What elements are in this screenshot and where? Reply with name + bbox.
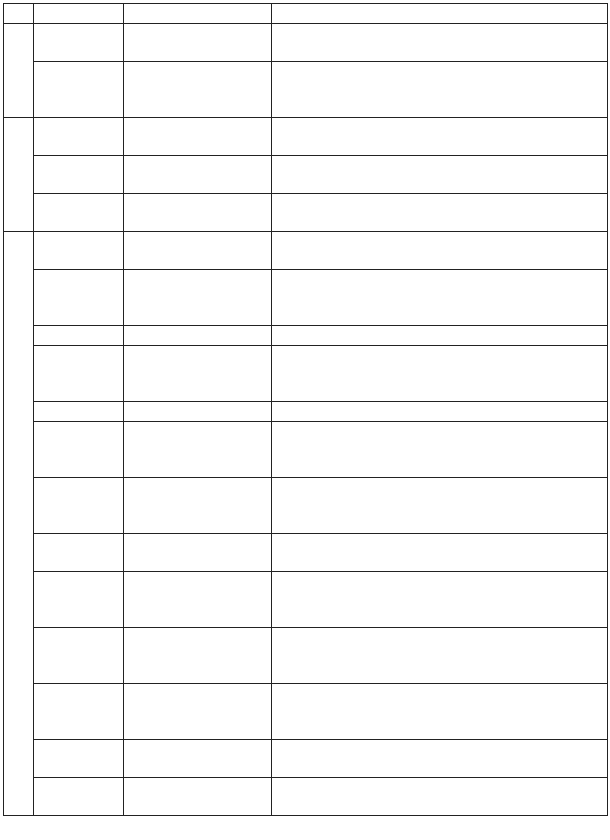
composition-cell bbox=[124, 422, 272, 478]
table-row bbox=[4, 194, 608, 232]
table-row bbox=[4, 156, 608, 194]
table-row bbox=[4, 232, 608, 270]
header-row bbox=[4, 4, 608, 24]
use-cell bbox=[272, 346, 608, 402]
composition-cell bbox=[124, 346, 272, 402]
use-cell bbox=[272, 534, 608, 572]
grade-cell bbox=[34, 422, 124, 478]
composition-cell bbox=[124, 24, 272, 62]
composition-cell bbox=[124, 270, 272, 326]
grade-cell bbox=[34, 326, 124, 346]
use-cell bbox=[272, 194, 608, 232]
composition-cell bbox=[124, 156, 272, 194]
grade-cell bbox=[34, 270, 124, 326]
use-cell bbox=[272, 478, 608, 534]
grade-cell bbox=[34, 478, 124, 534]
grade-cell bbox=[34, 572, 124, 628]
composition-cell bbox=[124, 534, 272, 572]
grade-cell bbox=[34, 534, 124, 572]
steel-grades-table bbox=[3, 3, 608, 816]
use-cell bbox=[272, 422, 608, 478]
table-row bbox=[4, 684, 608, 740]
grade-cell bbox=[34, 62, 124, 118]
grade-cell bbox=[34, 684, 124, 740]
table-row bbox=[4, 24, 608, 62]
grade-cell bbox=[34, 778, 124, 816]
header-composition bbox=[124, 4, 272, 24]
composition-cell bbox=[124, 232, 272, 270]
grade-cell bbox=[34, 156, 124, 194]
category-cell bbox=[4, 118, 34, 232]
table-body bbox=[4, 24, 608, 816]
table-row bbox=[4, 270, 608, 326]
use-cell bbox=[272, 572, 608, 628]
use-cell bbox=[272, 62, 608, 118]
table-row bbox=[4, 478, 608, 534]
use-cell bbox=[272, 156, 608, 194]
use-cell bbox=[272, 24, 608, 62]
table-row bbox=[4, 628, 608, 684]
use-cell bbox=[272, 684, 608, 740]
table-row bbox=[4, 534, 608, 572]
header-grade bbox=[34, 4, 124, 24]
grade-cell bbox=[34, 346, 124, 402]
table-row bbox=[4, 62, 608, 118]
grade-cell bbox=[34, 24, 124, 62]
table-row bbox=[4, 118, 608, 156]
composition-cell bbox=[124, 62, 272, 118]
use-cell bbox=[272, 326, 608, 346]
grade-cell bbox=[34, 118, 124, 156]
table-row bbox=[4, 346, 608, 402]
use-cell bbox=[272, 740, 608, 778]
category-cell bbox=[4, 232, 34, 816]
header-category bbox=[4, 4, 34, 24]
composition-cell bbox=[124, 402, 272, 422]
table-row bbox=[4, 422, 608, 478]
use-cell bbox=[272, 778, 608, 816]
table-row bbox=[4, 740, 608, 778]
composition-cell bbox=[124, 478, 272, 534]
composition-cell bbox=[124, 118, 272, 156]
composition-cell bbox=[124, 740, 272, 778]
composition-cell bbox=[124, 194, 272, 232]
use-cell bbox=[272, 402, 608, 422]
table-row bbox=[4, 402, 608, 422]
grade-cell bbox=[34, 402, 124, 422]
header-use bbox=[272, 4, 608, 24]
use-cell bbox=[272, 270, 608, 326]
grade-cell bbox=[34, 194, 124, 232]
grade-cell bbox=[34, 628, 124, 684]
composition-cell bbox=[124, 628, 272, 684]
table-row bbox=[4, 572, 608, 628]
composition-cell bbox=[124, 326, 272, 346]
grade-cell bbox=[34, 740, 124, 778]
use-cell bbox=[272, 118, 608, 156]
grade-cell bbox=[34, 232, 124, 270]
use-cell bbox=[272, 232, 608, 270]
category-cell bbox=[4, 24, 34, 118]
composition-cell bbox=[124, 572, 272, 628]
table-row bbox=[4, 778, 608, 816]
composition-cell bbox=[124, 778, 272, 816]
use-cell bbox=[272, 628, 608, 684]
composition-cell bbox=[124, 684, 272, 740]
table-row bbox=[4, 326, 608, 346]
